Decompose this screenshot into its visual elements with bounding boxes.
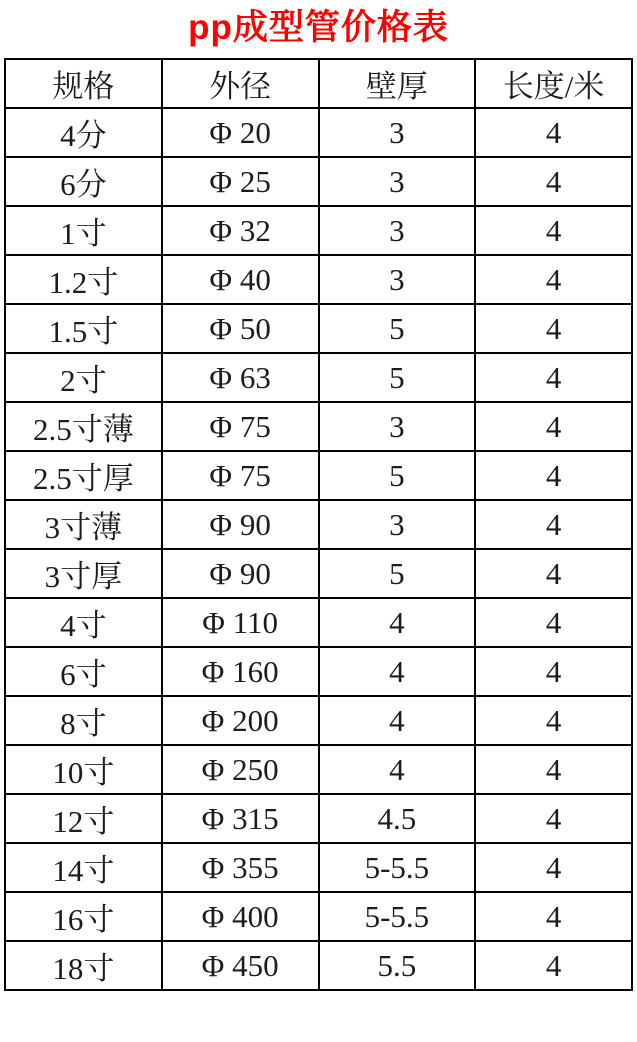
table-row: [5, 451, 632, 500]
spec-cell: 14寸: [5, 843, 162, 892]
wall-thickness-cell: 4: [319, 598, 476, 647]
length-cell: 4: [475, 157, 632, 206]
wall-thickness-cell: 5: [319, 451, 476, 500]
spec-cell: 6分: [5, 157, 162, 206]
outer-diameter-cell: Φ 400: [162, 892, 319, 941]
length-cell: 4: [475, 255, 632, 304]
table-row: [5, 500, 632, 549]
spec-cell: 1.5寸: [5, 304, 162, 353]
table-row: [5, 157, 632, 206]
length-cell: 4: [475, 206, 632, 255]
spec-cell: 3寸厚: [5, 549, 162, 598]
table-row: [5, 353, 632, 402]
table-row: [5, 941, 632, 990]
table-row: [5, 402, 632, 451]
length-cell: 4: [475, 108, 632, 157]
outer-diameter-cell: Φ 90: [162, 500, 319, 549]
wall-thickness-cell: 4: [319, 745, 476, 794]
spec-cell: 16寸: [5, 892, 162, 941]
table-row: [5, 255, 632, 304]
outer-diameter-cell: Φ 90: [162, 549, 319, 598]
outer-diameter-cell: Φ 450: [162, 941, 319, 990]
wall-thickness-cell: 5: [319, 353, 476, 402]
table-row: [5, 598, 632, 647]
table-body: [5, 108, 632, 990]
outer-diameter-cell: Φ 20: [162, 108, 319, 157]
spec-cell: 12寸: [5, 794, 162, 843]
outer-diameter-cell: Φ 75: [162, 451, 319, 500]
outer-diameter-cell: Φ 160: [162, 647, 319, 696]
wall-thickness-cell: 3: [319, 157, 476, 206]
length-cell: 4: [475, 696, 632, 745]
length-cell: 4: [475, 892, 632, 941]
table-row: [5, 304, 632, 353]
wall-thickness-cell: 3: [319, 255, 476, 304]
outer-diameter-cell: Φ 32: [162, 206, 319, 255]
spec-cell: 8寸: [5, 696, 162, 745]
spec-cell: 6寸: [5, 647, 162, 696]
outer-diameter-cell: Φ 75: [162, 402, 319, 451]
table-row: [5, 843, 632, 892]
table-row: [5, 647, 632, 696]
length-cell: 4: [475, 843, 632, 892]
table-row: [5, 745, 632, 794]
length-cell: 4: [475, 598, 632, 647]
wall-thickness-cell: 5-5.5: [319, 843, 476, 892]
table-row: [5, 206, 632, 255]
wall-thickness-cell: 5: [319, 304, 476, 353]
wall-thickness-cell: 5.5: [319, 941, 476, 990]
outer-diameter-cell: Φ 250: [162, 745, 319, 794]
length-cell: 4: [475, 304, 632, 353]
header-outer-diameter: 外径: [162, 59, 319, 108]
length-cell: 4: [475, 647, 632, 696]
spec-cell: 18寸: [5, 941, 162, 990]
table-row: [5, 892, 632, 941]
header-wall-thickness: 壁厚: [319, 59, 476, 108]
length-cell: 4: [475, 500, 632, 549]
length-cell: 4: [475, 402, 632, 451]
outer-diameter-cell: Φ 315: [162, 794, 319, 843]
table-header-row: [5, 59, 632, 108]
length-cell: 4: [475, 549, 632, 598]
header-spec: 规格: [5, 59, 162, 108]
price-table: [4, 58, 633, 991]
length-cell: 4: [475, 745, 632, 794]
spec-cell: 1寸: [5, 206, 162, 255]
spec-cell: 4分: [5, 108, 162, 157]
wall-thickness-cell: 5: [319, 549, 476, 598]
spec-cell: 4寸: [5, 598, 162, 647]
page-title: pp成型管价格表: [188, 8, 449, 47]
outer-diameter-cell: Φ 40: [162, 255, 319, 304]
wall-thickness-cell: 3: [319, 500, 476, 549]
outer-diameter-cell: Φ 110: [162, 598, 319, 647]
outer-diameter-cell: Φ 355: [162, 843, 319, 892]
table-row: [5, 696, 632, 745]
outer-diameter-cell: Φ 50: [162, 304, 319, 353]
length-cell: 4: [475, 451, 632, 500]
wall-thickness-cell: 5-5.5: [319, 892, 476, 941]
wall-thickness-cell: 3: [319, 402, 476, 451]
header-length-per-meter: 长度/米: [475, 59, 632, 108]
spec-cell: 2.5寸厚: [5, 451, 162, 500]
wall-thickness-cell: 4.5: [319, 794, 476, 843]
spec-cell: 3寸薄: [5, 500, 162, 549]
table-row: [5, 108, 632, 157]
outer-diameter-cell: Φ 200: [162, 696, 319, 745]
outer-diameter-cell: Φ 25: [162, 157, 319, 206]
spec-cell: 2寸: [5, 353, 162, 402]
wall-thickness-cell: 3: [319, 206, 476, 255]
table-row: [5, 794, 632, 843]
spec-cell: 1.2寸: [5, 255, 162, 304]
length-cell: 4: [475, 941, 632, 990]
table-row: [5, 549, 632, 598]
wall-thickness-cell: 4: [319, 696, 476, 745]
spec-cell: 2.5寸薄: [5, 402, 162, 451]
spec-cell: 10寸: [5, 745, 162, 794]
wall-thickness-cell: 4: [319, 647, 476, 696]
length-cell: 4: [475, 353, 632, 402]
length-cell: 4: [475, 794, 632, 843]
wall-thickness-cell: 3: [319, 108, 476, 157]
outer-diameter-cell: Φ 63: [162, 353, 319, 402]
